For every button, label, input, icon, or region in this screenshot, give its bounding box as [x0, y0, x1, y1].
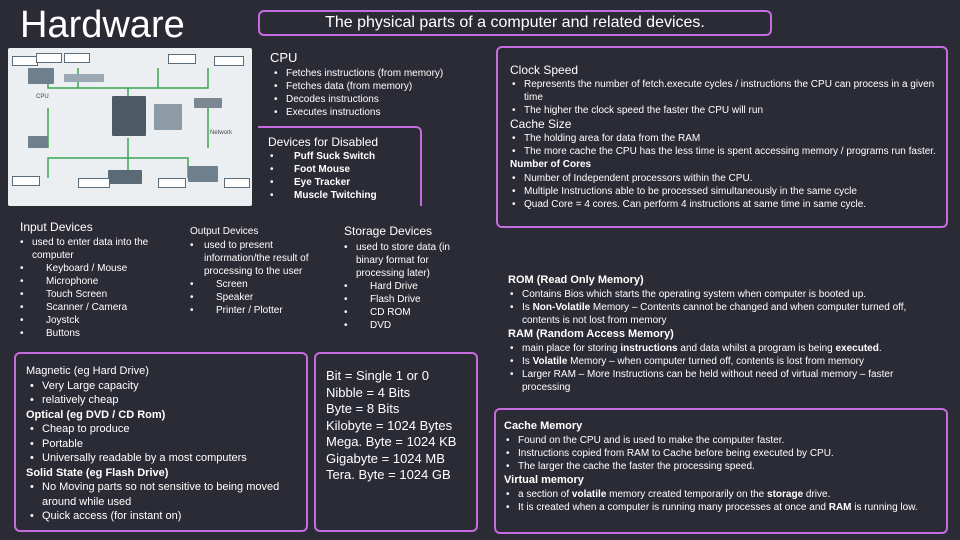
text-fragment: memory created temporarily on the — [606, 489, 768, 500]
cores-list — [510, 172, 944, 211]
drive-icon — [194, 98, 222, 108]
list-item: • Decodes instructions — [274, 93, 484, 106]
storage-devices-panel — [330, 212, 480, 342]
text-bold: Non-Volatile — [532, 302, 591, 313]
magnetic-list — [26, 379, 298, 408]
text-fragment: drive. — [803, 489, 831, 500]
cache-size-heading: Cache Size — [510, 117, 572, 131]
list-item: • Quad Core = 4 cores. Can perform 4 instructions at same time in same cycle. — [512, 198, 944, 211]
list-item — [270, 189, 420, 202]
list-item: • Executes instructions — [274, 106, 484, 119]
storage-list — [344, 241, 470, 332]
text-fragment: Memory – when computer turned off, contents is lost from memory — [567, 356, 864, 367]
input-devices-panel — [12, 212, 180, 342]
list-item: • The more cache the CPU has the less time is spent accessing memory / programs run faster. — [512, 145, 944, 158]
rom-list — [508, 288, 938, 327]
text-fragment: main place for storing — [522, 343, 621, 354]
disabled-item: Puff Suck Switch — [294, 151, 376, 162]
text-bold: RAM — [828, 502, 852, 513]
list-item: • Flash Drive — [344, 293, 470, 306]
list-item: • Multiple Instructions able to be processed simultaneously in the same cycle — [512, 185, 944, 198]
ram-list — [508, 342, 938, 394]
output-heading: Output Devices — [190, 226, 259, 237]
clock-content — [510, 62, 944, 211]
text-fragment: Is — [522, 302, 533, 313]
media-content — [26, 364, 298, 524]
units-panel — [314, 352, 478, 532]
unit-line: Nibble = 4 Bits — [326, 384, 411, 400]
unit-line: Byte = 8 Bits — [326, 401, 400, 416]
memory-content — [508, 272, 938, 394]
text-fragment: a section of — [518, 489, 572, 500]
list-item — [270, 176, 420, 189]
list-item: • Hard Drive — [344, 280, 470, 293]
list-item: • relatively cheap — [30, 393, 298, 408]
unit-line: Mega. Byte = 1024 KB — [326, 434, 457, 449]
cpu-list — [274, 67, 484, 119]
monitor-icon — [28, 68, 54, 84]
list-item: • Speaker — [190, 291, 316, 304]
list-item: • Scanner / Camera — [20, 301, 154, 314]
list-item: • Found on the CPU and is used to make the computer faster. — [506, 434, 940, 447]
server-icon — [112, 96, 146, 136]
list-item: • Fetches instructions (from memory) — [274, 67, 484, 80]
unit-line: Kilobyte = 1024 Bytes — [326, 417, 453, 433]
text-fragment: Memory – Contents cannot be changed and when computer turned off, contents is not lost from memory — [522, 302, 907, 326]
text-fragment: Is — [522, 356, 533, 367]
list-item: • Larger RAM – More Instructions can be held without need of virtual memory – faster processing — [510, 368, 938, 394]
magnetic-heading: Magnetic (eg Hard Drive) — [26, 365, 149, 377]
cache-memory-panel — [494, 408, 948, 534]
list-item: • Touch Screen — [20, 288, 154, 301]
subtitle-banner: The physical parts of a computer and related devices. — [258, 10, 772, 36]
clock-heading: Clock Speed — [510, 63, 579, 77]
virtual-memory-heading: Virtual memory — [504, 474, 584, 486]
text-fragment: is running low. — [851, 502, 918, 513]
camera-icon — [28, 136, 48, 148]
cache-list — [504, 434, 940, 473]
output-list — [190, 239, 316, 317]
list-item: • The holding area for data from the RAM — [512, 132, 944, 145]
unit-line: Bit = Single 1 or 0 — [326, 368, 429, 383]
list-item: • Instructions copied from RAM to Cache before being executed by CPU. — [506, 447, 940, 460]
text-fragment: It is created when a computer is running many processes at once and — [518, 502, 829, 513]
cores-heading: Number of Cores — [510, 159, 592, 170]
solid-heading: Solid State (eg Flash Drive) — [26, 466, 169, 479]
cache-size-list — [510, 132, 944, 158]
list-item: • Universally readable by a most computers — [30, 451, 298, 466]
list-item: • used to store data (in binary format for processing later) — [344, 241, 470, 280]
list-item: • Quick access (for instant on) — [30, 509, 298, 524]
list-item: • Microphone — [20, 275, 154, 288]
list-item: • Screen — [190, 278, 316, 291]
text-fragment: . — [878, 343, 882, 354]
list-item: • used to present information/the result of processing to the user — [190, 239, 316, 278]
list-item: • Cheap to produce — [30, 422, 298, 437]
list-item — [506, 488, 940, 501]
disabled-panel — [258, 126, 422, 206]
text-bold: volatile — [571, 489, 607, 500]
output-devices-panel — [180, 212, 322, 342]
text-fragment: and data whilst a program is being — [677, 343, 836, 354]
optical-heading: Optical (eg DVD / CD Rom) — [26, 408, 166, 421]
diagram-node — [224, 178, 250, 188]
list-item: • Very Large capacity — [30, 379, 298, 394]
storage-media-panel — [14, 352, 308, 532]
disabled-item: Eye Tracker — [294, 177, 351, 188]
text-bold: executed — [835, 343, 879, 354]
virtual-memory-list — [504, 488, 940, 514]
disabled-heading: Devices for Disabled — [268, 135, 379, 149]
text-bold: instructions — [620, 343, 678, 354]
diagram-node — [36, 53, 62, 63]
diagram-label: Network — [210, 130, 233, 136]
list-item: • Joystck — [20, 314, 154, 327]
memory-panel — [496, 262, 948, 398]
units-list — [326, 368, 456, 484]
list-item: • The larger the cache the faster the processing speed. — [506, 460, 940, 473]
diagram-node — [64, 53, 90, 63]
list-item — [510, 301, 938, 327]
diagram-node — [78, 178, 110, 188]
list-item — [270, 150, 420, 163]
diagram-node — [168, 54, 196, 64]
solid-list — [26, 480, 298, 524]
ram-heading: RAM (Random Access Memory) — [508, 328, 674, 340]
list-item: • DVD — [344, 319, 470, 332]
diagram-node — [158, 178, 186, 188]
disabled-item: Muscle Twitching — [294, 190, 377, 201]
unit-line: Gigabyte = 1024 MB — [326, 450, 445, 466]
cache-heading: Cache Memory — [504, 420, 583, 432]
list-item: • The higher the clock speed the faster the CPU will run — [512, 104, 944, 117]
input-list — [20, 236, 154, 340]
printer-icon — [188, 166, 218, 182]
list-item: • Portable — [30, 437, 298, 452]
diagram-node — [214, 56, 244, 66]
cache-content — [504, 418, 940, 514]
list-item: • Represents the number of fetch.execute cycles / instructions the CPU can process in a given time — [512, 78, 944, 104]
optical-list — [26, 422, 298, 466]
cpu-heading: CPU — [270, 50, 298, 65]
list-item: • CD ROM — [344, 306, 470, 319]
unit-line: Tera. Byte = 1024 GB — [326, 467, 451, 482]
list-item: • No Moving parts so not sensitive to being moved around while used — [30, 480, 298, 509]
storage-heading: Storage Devices — [344, 224, 433, 238]
keyboard-icon — [64, 74, 104, 82]
list-item: • Buttons — [20, 327, 154, 340]
list-item — [510, 355, 938, 368]
list-item: • Number of Independent processors within the CPU. — [512, 172, 944, 185]
list-item: • Printer / Plotter — [190, 304, 316, 317]
text-bold: storage — [767, 489, 804, 500]
list-item: • Contains Bios which starts the operating system when computer is booted up. — [510, 288, 938, 301]
input-heading: Input Devices — [20, 220, 93, 234]
disabled-item: Foot Mouse — [294, 164, 351, 175]
hardware-diagram — [8, 48, 252, 206]
clock-speed-panel — [496, 46, 948, 228]
list-item — [270, 163, 420, 176]
diagram-label: CPU — [36, 94, 49, 100]
clock-list — [510, 78, 944, 117]
list-item — [506, 501, 940, 514]
list-item: • Keyboard / Mouse — [20, 262, 154, 275]
list-item — [510, 342, 938, 355]
text-bold: Volatile — [532, 356, 568, 367]
list-item: • Fetches data (from memory) — [274, 80, 484, 93]
diagram-node — [12, 176, 40, 186]
page-title: Hardware — [20, 4, 185, 46]
cpu-panel — [258, 44, 488, 126]
tablet-icon — [108, 170, 142, 184]
rom-heading: ROM (Read Only Memory) — [508, 274, 644, 286]
disabled-list — [270, 150, 420, 202]
list-item: • used to enter data into the computer — [20, 236, 154, 262]
diagram-node — [12, 56, 38, 66]
tower-icon — [154, 104, 182, 130]
